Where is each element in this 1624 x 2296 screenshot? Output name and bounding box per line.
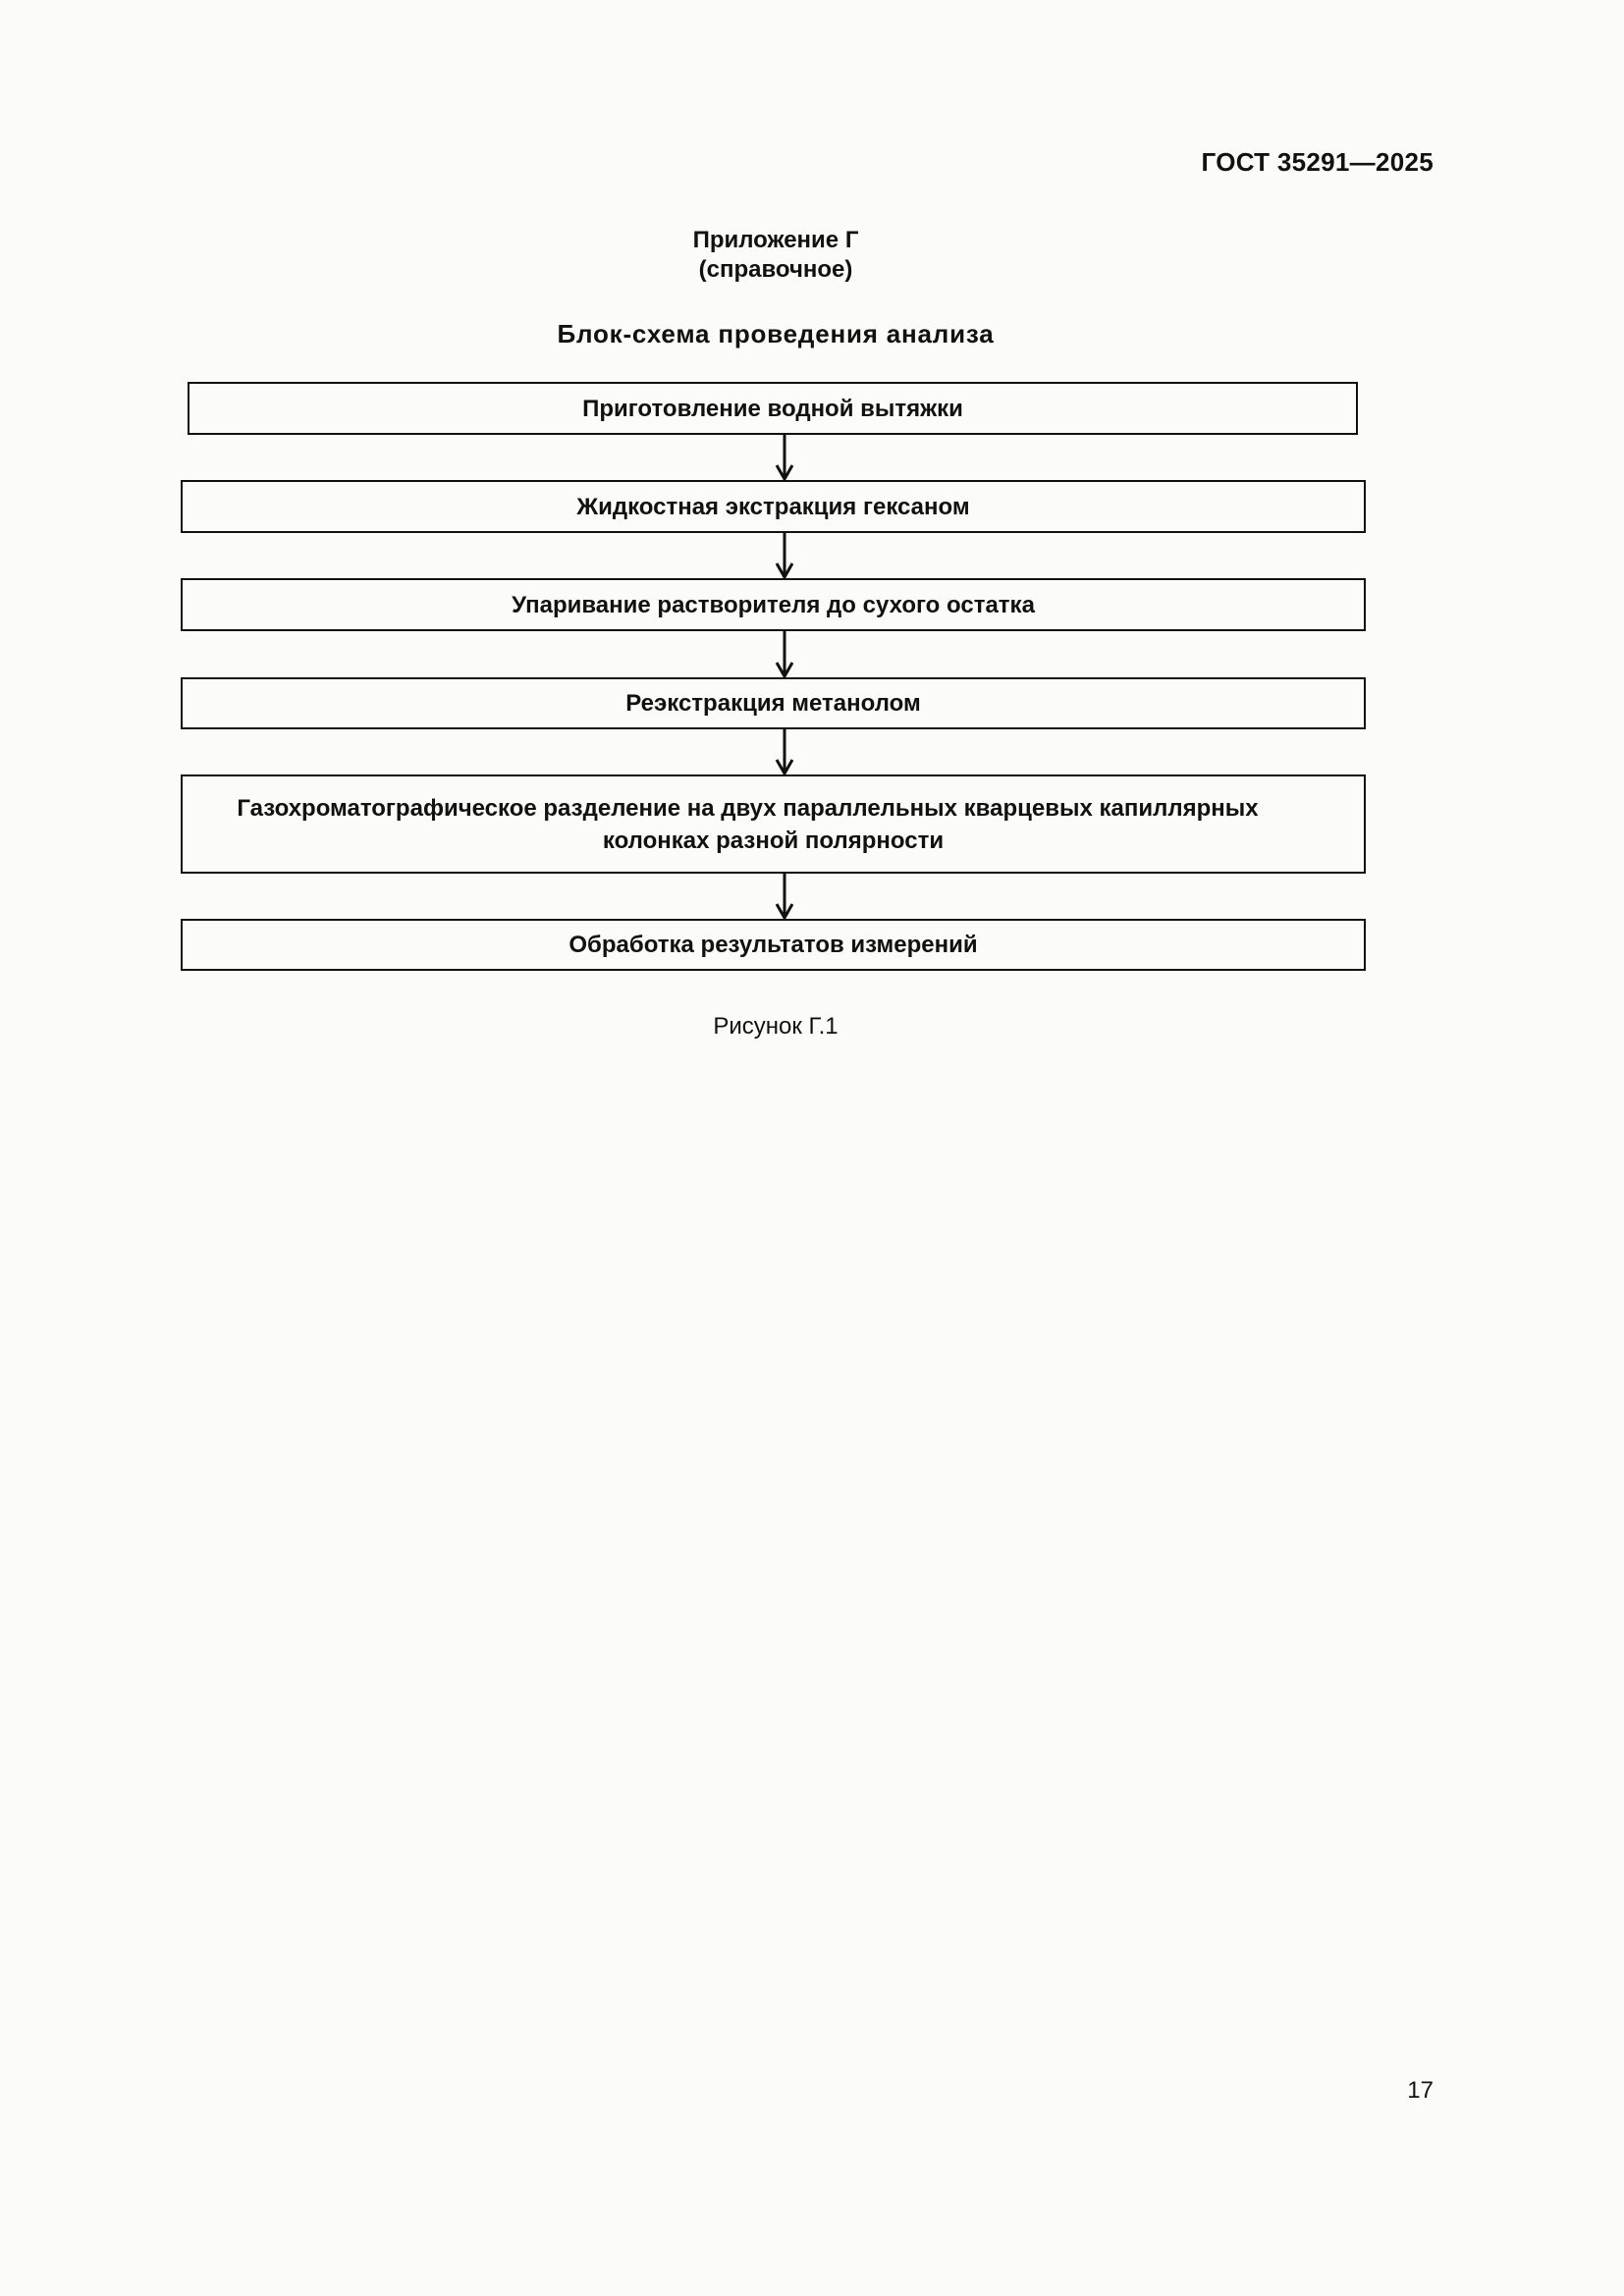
figure-caption: Рисунок Г.1	[713, 1013, 839, 1040]
page-number: 17	[1407, 2077, 1434, 2104]
flow-step-label: Упаривание растворителя до сухого остатка	[512, 591, 1035, 618]
flow-step-water-extract	[188, 382, 1358, 435]
flow-step-label: Жидкостная экстракция гексаном	[576, 493, 970, 520]
flow-step-label: Обработка результатов измерений	[568, 932, 978, 958]
flow-step-results-processing	[181, 919, 1366, 971]
flowchart-title: Блок-схема проведения анализа	[557, 319, 995, 348]
flow-step-evaporation	[181, 578, 1366, 631]
appendix-title: Приложение Г	[692, 227, 859, 253]
appendix-note: (справочное)	[698, 256, 853, 283]
flow-step-methanol-reextraction	[181, 677, 1366, 729]
flow-step-label-line-1: Газохроматографическое разделение на двух параллельных кварцевых капиллярных	[237, 794, 1259, 822]
flow-step-label: Приготовление водной вытяжки	[582, 395, 963, 422]
flow-step-label-line-2: колонках разной полярности	[602, 827, 945, 854]
document-code: ГОСТ 35291—2025	[1201, 147, 1434, 177]
flow-step-label: Реэкстракция метанолом	[625, 690, 921, 717]
flow-step-hexane-extraction	[181, 480, 1366, 533]
flow-step-gc-separation	[181, 774, 1366, 874]
